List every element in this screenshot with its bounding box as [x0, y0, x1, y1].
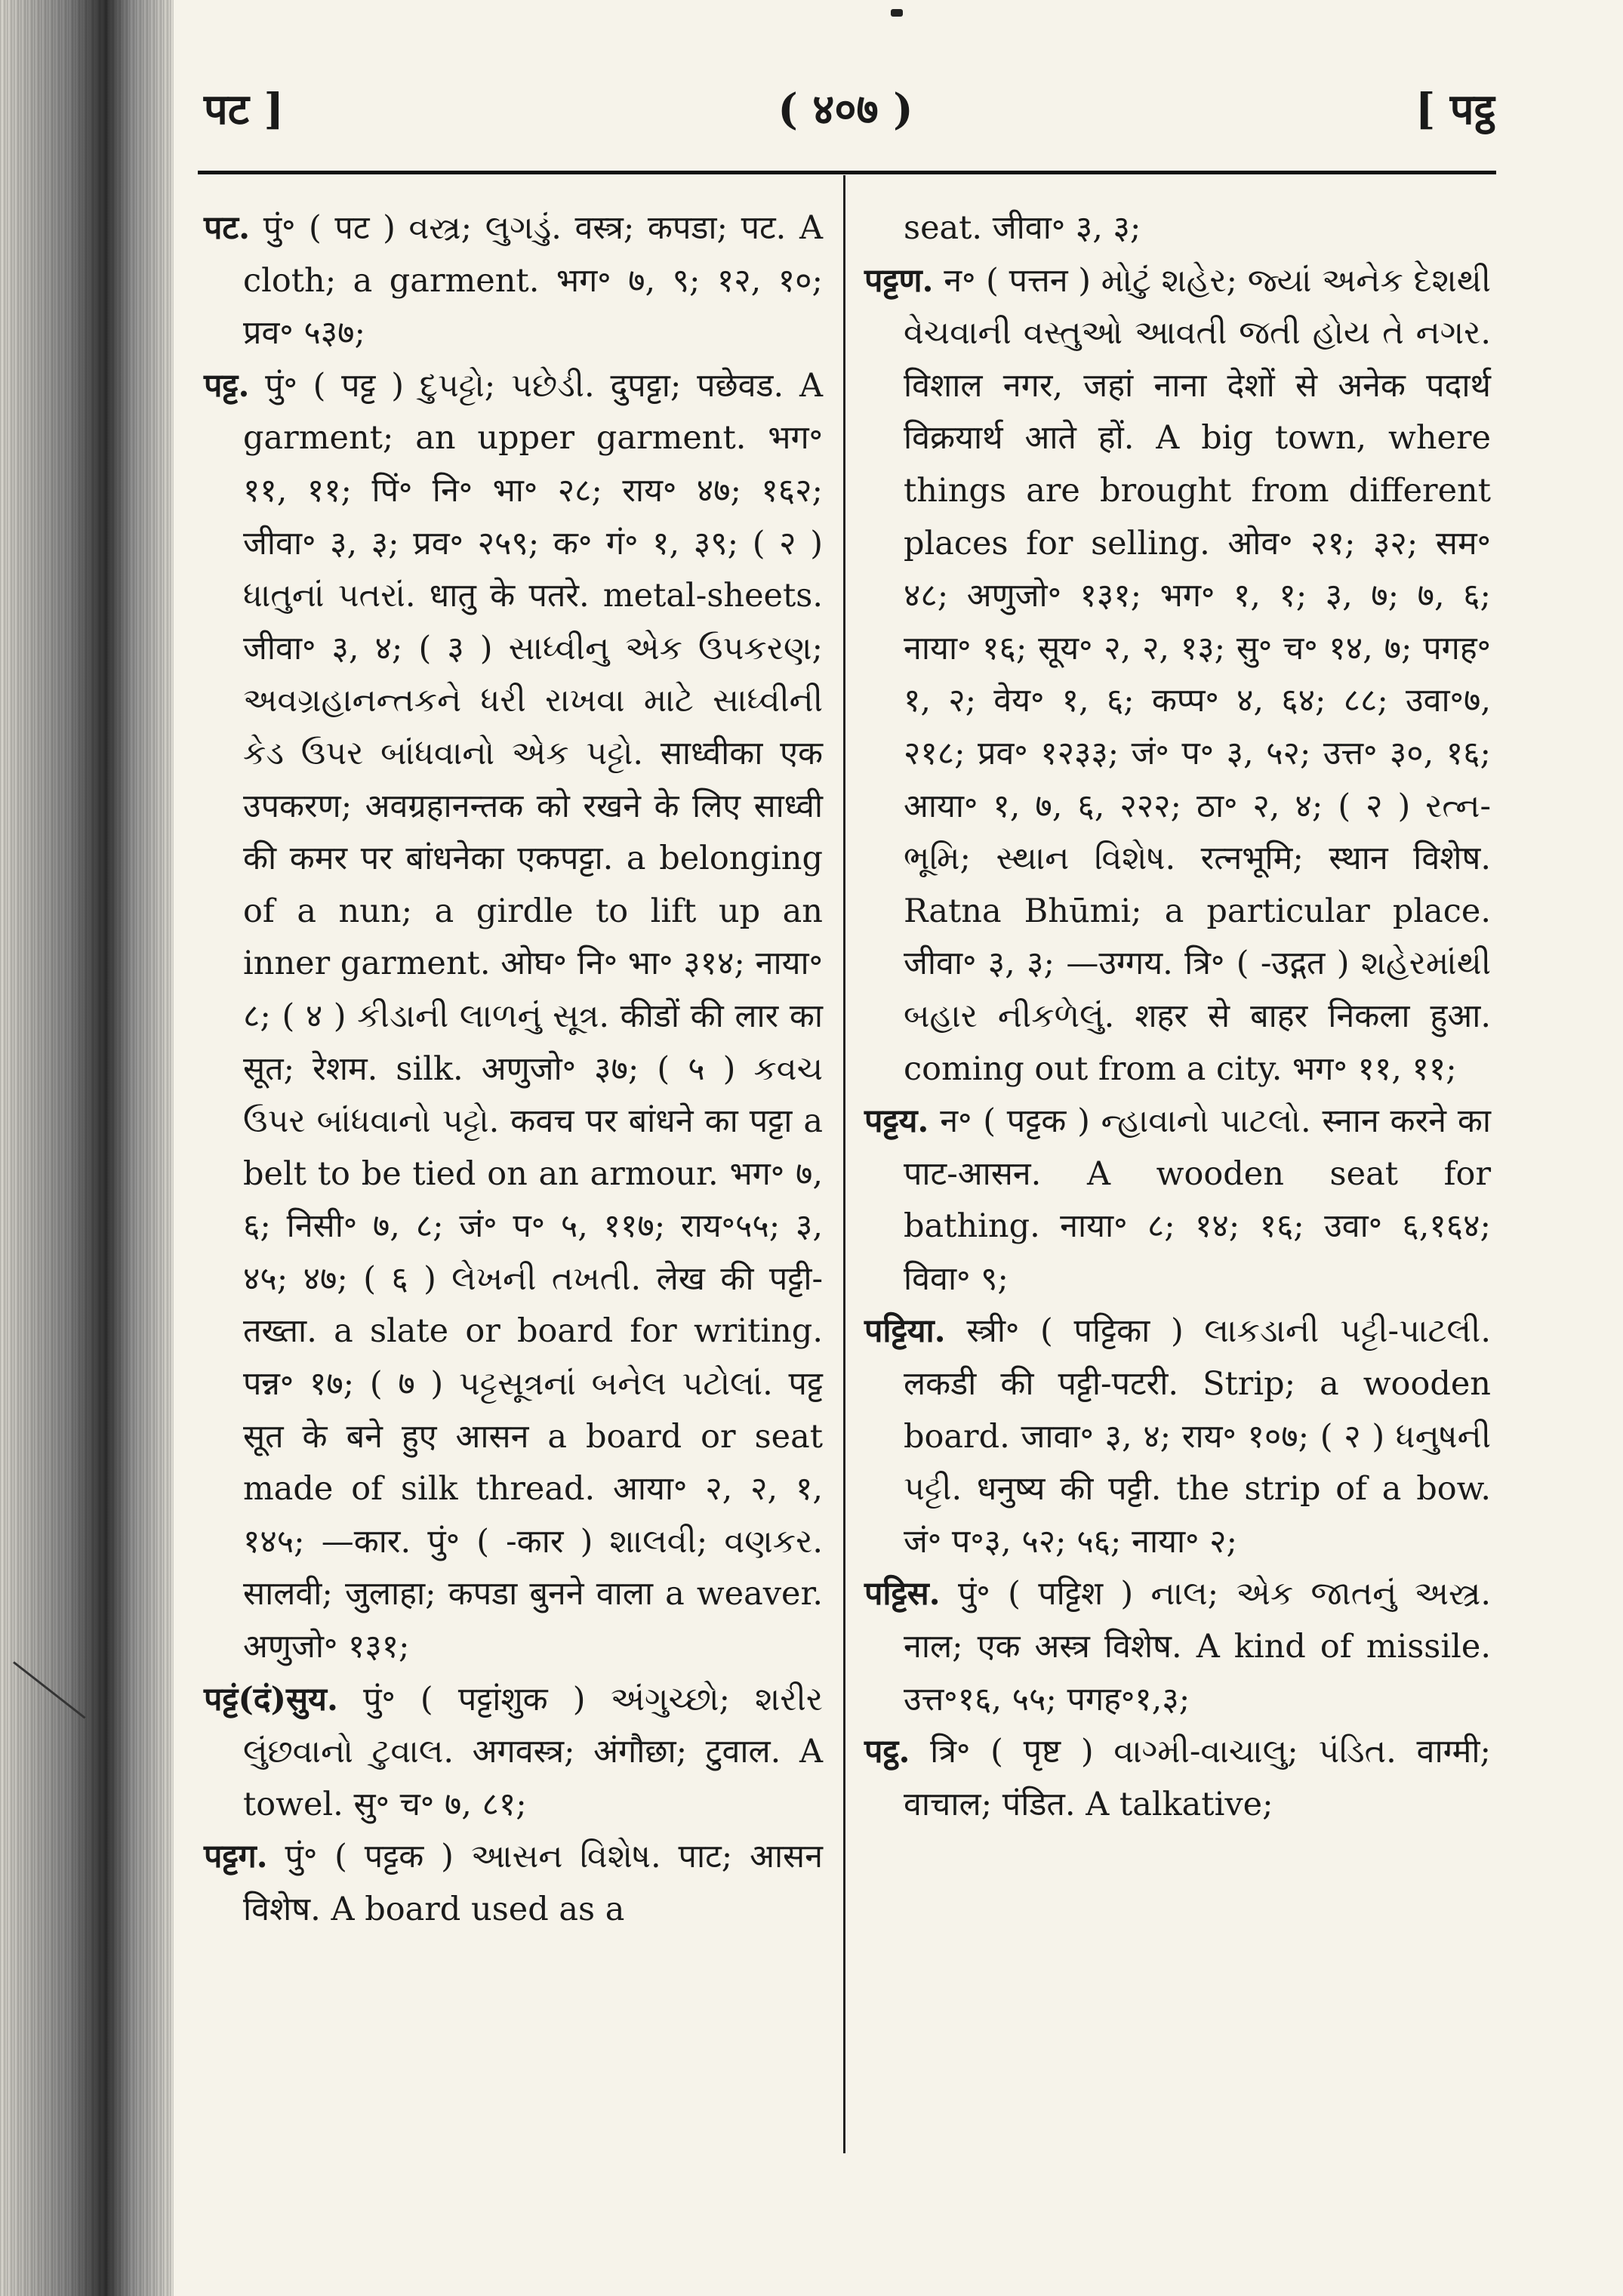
- dictionary-entry: [204, 360, 823, 1674]
- dictionary-entry: [204, 1831, 823, 1936]
- dictionary-entry: [864, 1096, 1491, 1305]
- page-header: [196, 76, 1495, 143]
- left-column: [204, 202, 823, 1937]
- right-column: [864, 202, 1491, 1831]
- entry-body: पुं॰ ( पट ) વસ્ત્ર; લુગડું. वस्त्र; कपडा; पट. A cloth; a garment. भग॰ ७, ९; १२, १०; प्रव॰ ५३७;: [243, 209, 824, 353]
- entry-headword: पट्टिया.: [864, 1312, 946, 1351]
- entry-headword: पट्ठ.: [864, 1733, 910, 1771]
- entry-headword: पट.: [204, 209, 251, 247]
- column-divider: [843, 175, 845, 2153]
- dictionary-entry: [864, 255, 1491, 1096]
- entry-body: पुं॰ ( पट्ट ) દુપટ્ટો; પછેડી. दुपट्टा; पछेवड. A garment; an upper garment. भग॰ ११, ११; पिं॰ नि॰ भा॰ २८; राय॰ ४७; १६२; जीवा॰ ३, ३; प्रव॰ २५९; क॰ गं॰ १, ३९; ( २ ) ધાતુનાં પતરાં. धातु के पतरे. metal-sheets. जीवा॰ ३, ४; ( ३ ) સાધ્વીનુ એક ઉપકરણ; અવગ્રહાનન્તકને ધરી રાખવા માટે સાધ્વીની કેડ ઉપર બાંધવાનો એક પટ્ટો. साध्वीका एक उपकरण; अवग्रहानन्तक को रखने के लिए साध्वी की कमर पर बांधनेका एकपट्टा. a belonging of a nun; a girdle to lift up an inner garment. ओघ॰ नि॰ भा॰ ३१४; नाया॰ ८; ( ४ ) કીડાની લાળનું સૂત્ર. कीडों की लार का सूत; रेशम. silk. अणुजो॰ ३७; ( ५ ) કવચ ઉપર બાંધવાનો પટ્ટો. कवच पर बांधने का पट्टा a belt to be tied on an armour. भग॰ ७, ६; निसी॰ ७, ८; जं॰ प॰ ५, ११७; राय॰५५; ३, ४५; ४७; ( ६ ) લેખની તખતી. लेख की पट्टी-तख्ता. a slate or board for writing. पन्न॰ १७; ( ७ ) પટ્ટસૂત્રનાં બનેલ પટોલાં. पट्ट सूत के बने हुए आसन a board or seat made of silk thread. आया॰ २, २, १, १४५; —कार. पुं॰ ( -कार ) શાલવી; વણકર. सालवी; जुलाहा; कपडा बुनने वाला a weaver. अणुजो॰ १३१;: [243, 366, 823, 1666]
- entry-body: पुं॰ ( पट्टक ) આસન વિશેષ. पाट; आसन विशेष. A board used as a: [243, 1838, 823, 1928]
- dictionary-entry: [864, 1568, 1491, 1726]
- page-number: ( ४०७ ): [778, 85, 913, 134]
- header-rule: [198, 171, 1496, 174]
- entry-headword: पट्टिस.: [864, 1575, 941, 1613]
- entry-headword: पट्ट.: [204, 366, 250, 405]
- entry-headword: पट्टय.: [864, 1102, 929, 1141]
- entry-headword: पट्टण.: [864, 261, 934, 300]
- entry-body: स्त्री॰ ( पट्टिका ) લાકડાની પટ્ટી-પાટલી. लकडी की पट्टी-पटरी. Strip; a wooden board. जावा॰ ३, ४; राय॰ १०७; ( २ ) ધનુષની પટ્ટી. धनुष्य की पट्टी. the strip of a bow. जं॰ प॰३, ५२; ५६; नाया॰ २;: [904, 1312, 1492, 1561]
- dictionary-entry: [864, 1305, 1491, 1568]
- dictionary-entry-continuation: [864, 202, 1491, 255]
- dictionary-entry: [204, 202, 823, 360]
- entry-body: पुं॰ ( पट्टांशुक ) અંગુચ્છો; શરીર લુંછવાનો ટુવાલ. अगवस्त्र; अंगौछा; टुवाल. A towel. सु॰ च॰ ७, ८१;: [243, 1680, 823, 1823]
- dictionary-entry: [864, 1726, 1491, 1831]
- entry-body: न॰ ( पत्तन ) મોટું શહેર; જ્યાં અનેક દેશથી વેચવાની વસ્તુઓ આવતી જતી હોય તે નગર. विशाल नगर, जहां नाना देशों से अनेक पदार्थ विक्रयार्थ आते हों. A big town, where things are brought from different places for selling. ओव॰ २१; ३२; सम॰ ४८; अणुजो॰ १३१; भग॰ १, १; ३, ७; ७, ६; नाया॰ १६; सूय॰ २, २, १३; सु॰ च॰ १४, ७; पगह॰ १, २; वेय॰ १, ६; कप्प॰ ४, ६४; ८८; उवा॰७, २१८; प्रव॰ १२३३; जं॰ प॰ ३, ५२; उत्त॰ ३०, १६; आया॰ १, ७, ६, २२२; ठा॰ २, ४; ( २ ) રત્ન-ભૂમિ; સ્થાન વિશેષ. रत्नभूमि; स्थान विशेष. Ratna Bhūmi; a particular place. जीवा॰ ३, ३; —उग्गय. त्रि॰ ( -उद्गत ) શહેરમાંથી બહાર નીકળેલું. शहर से बाहर निकला हुआ. coming out from a city. भग॰ ११, ११;: [904, 261, 1491, 1088]
- entry-headword: पट्टग.: [204, 1838, 268, 1876]
- dictionary-entry: [204, 1674, 823, 1832]
- entry-body: पुं॰ ( पट्टिश ) નાલ; એક જાતનું અસ્ત્ર. नाल; एक अस्त्र विशेष. A kind of missile. उत्त॰१६, ५५; पगह॰१,३;: [904, 1575, 1491, 1718]
- entry-body: न॰ ( पट्टक ) ન્હાવાનો પાટલો. स्नान करने का पाट-आसन. A wooden seat for bathing. नाया॰ ८; १४; १६; उवा॰ ६,१६४; विवा॰ ९;: [904, 1102, 1491, 1298]
- entry-headword: पट्टं(दं)सुय.: [204, 1680, 338, 1718]
- header-right-guideword: [ पट्ठ: [1415, 85, 1495, 134]
- entry-body: त्रि॰ ( पृष्ट ) વાગ્મી-વાચાલુ; પંડિત. वाग्मी; वाचाल; पंडित. A talkative;: [904, 1733, 1492, 1823]
- entry-body: seat. जीवा॰ ३, ३;: [904, 209, 1141, 247]
- header-left-guideword: पट ]: [204, 85, 285, 134]
- book-binding-edge: [0, 0, 174, 2296]
- ink-mark: [891, 9, 903, 17]
